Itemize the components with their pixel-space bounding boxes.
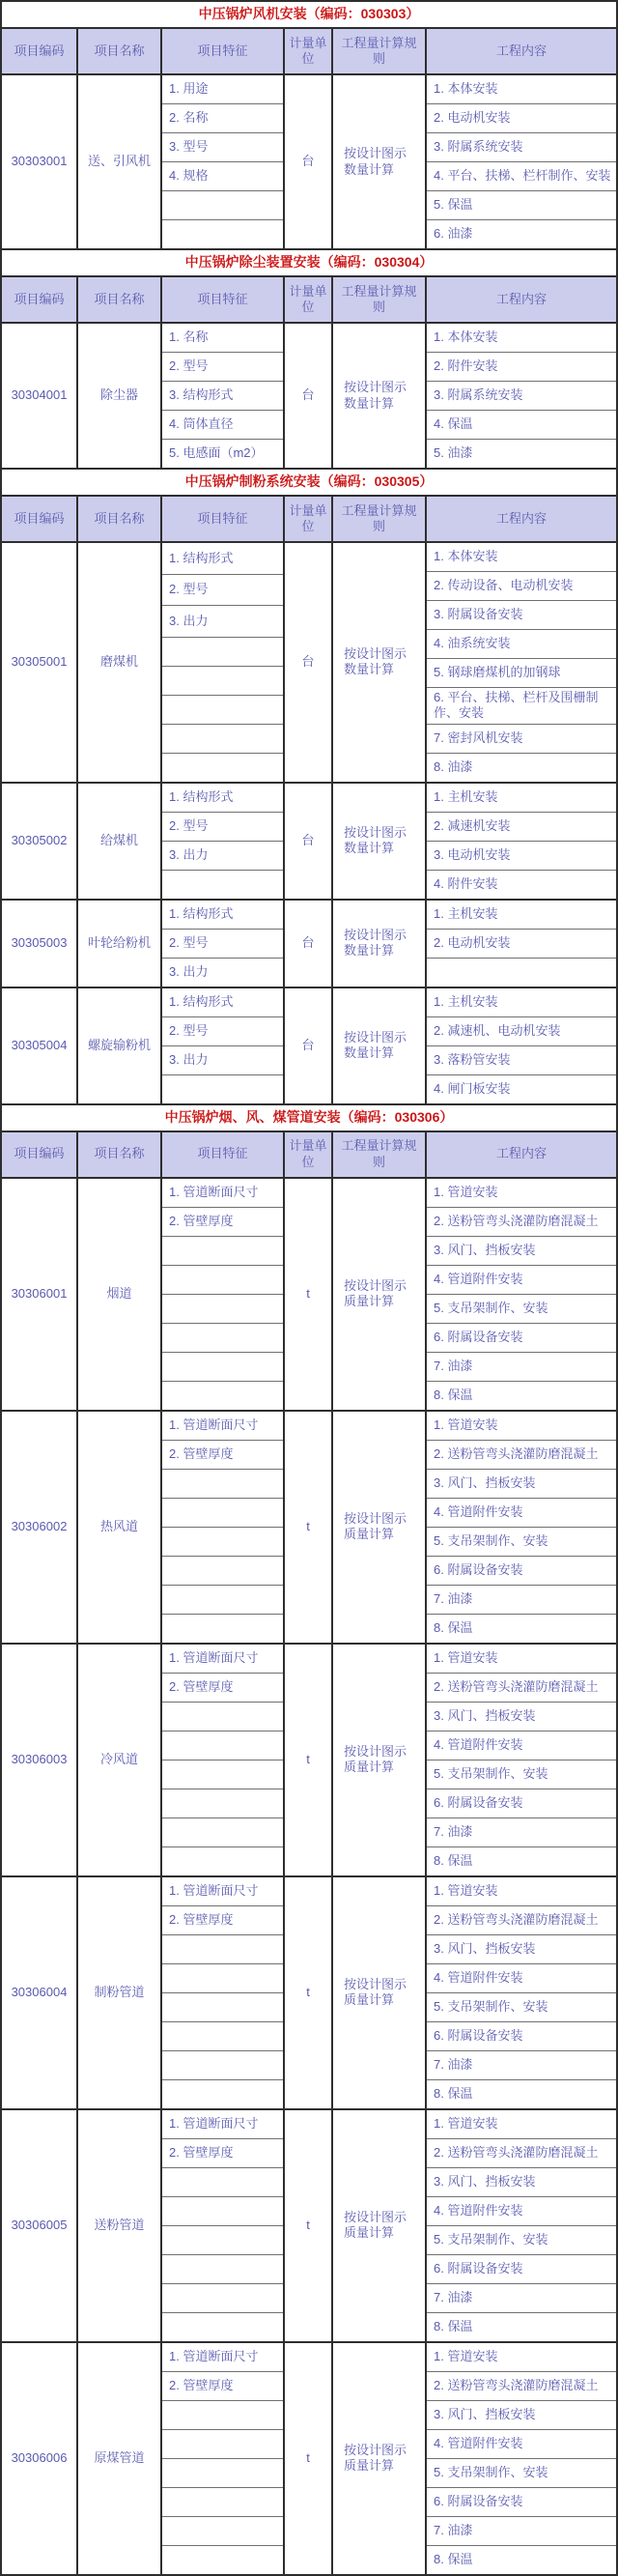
column-header-content: 工程内容	[495, 1146, 547, 1161]
unit-cell: 台	[285, 901, 333, 987]
work-content-cell	[427, 75, 616, 248]
table-row	[2, 324, 616, 470]
project-features-cell	[162, 75, 285, 248]
feature-item: 1. 管道断面尺寸	[162, 1877, 283, 1906]
column-header-rule	[333, 277, 427, 322]
work-content-item: 2. 电动机安装	[427, 930, 616, 959]
column-header-features: 项目特征	[162, 277, 285, 322]
calc-rule-text: 按设计图示数量计算	[344, 1029, 407, 1060]
feature-item	[162, 696, 283, 725]
project-name-cell: 原煤管道	[78, 2343, 162, 2574]
project-features-cell	[162, 784, 285, 899]
column-header-rule	[333, 29, 427, 73]
work-content-item: 5. 支吊架制作、安装	[427, 1528, 616, 1557]
project-name-cell: 烟道	[78, 1179, 162, 1410]
work-content-item: 8. 保温	[434, 1387, 473, 1402]
work-content-cell	[427, 324, 616, 468]
work-content-item: 5. 保温	[427, 191, 616, 220]
work-content-item: 4. 平台、扶梯、栏杆制作、安装	[427, 162, 616, 191]
work-content-item: 8. 保温	[434, 1852, 473, 1868]
work-content-item: 5. 钢球磨煤机的加钢球	[427, 659, 616, 688]
work-content-item: 3. 附属系统安装	[427, 133, 616, 162]
work-content-item: 3. 风门、挡板安装	[427, 1237, 616, 1266]
feature-item: 2. 管壁厚度	[162, 1441, 283, 1470]
work-content-item: 7. 密封风机安装	[427, 725, 616, 754]
feature-item	[162, 2459, 283, 2488]
work-content-item: 3. 落粉管安装	[427, 1046, 616, 1075]
feature-item: 2. 管壁厚度	[162, 2372, 283, 2401]
feature-item	[162, 2401, 283, 2430]
column-header-rule-text: 工程量计算规则	[341, 283, 417, 314]
work-content-item: 4. 保温	[427, 411, 616, 440]
project-features-cell	[162, 543, 285, 782]
work-content-item: 3. 风门、挡板安装	[427, 1935, 616, 1964]
feature-item: 3. 结构形式	[162, 382, 283, 411]
column-header-unit: 计量单位	[285, 29, 333, 73]
project-code-cell: 30306002	[2, 1412, 78, 1643]
calc-rule-cell	[333, 75, 427, 248]
feature-item	[162, 2255, 283, 2284]
work-content-item: 2. 送粉管弯头浇灌防磨混凝土	[427, 1441, 616, 1470]
project-name-cell: 叶轮给粉机	[78, 901, 162, 987]
work-content-item: 5. 支吊架制作、安装	[427, 1760, 616, 1789]
feature-item	[162, 638, 283, 667]
calc-rule-text: 按设计图示质量计算	[344, 1510, 407, 1541]
work-content-item: 7. 油漆	[427, 2284, 616, 2313]
column-header-unit: 计量单位	[285, 277, 333, 322]
calc-rule-text: 按设计图示数量计算	[344, 646, 407, 677]
feature-item	[162, 2226, 283, 2255]
work-content-item: 7. 油漆	[427, 2051, 616, 2080]
work-content-item: 1. 管道安装	[427, 2343, 616, 2372]
feature-item	[162, 725, 283, 754]
work-content-item: 1. 本体安装	[427, 543, 616, 572]
project-code-cell: 30306006	[2, 2343, 78, 2574]
feature-item: 2. 管壁厚度	[162, 2139, 283, 2168]
feature-item: 3. 出力	[169, 963, 209, 979]
work-content-item: 4. 管道附件安装	[427, 2197, 616, 2226]
section-title: 中压锅炉风机安装（编码：030303）	[2, 2, 616, 29]
column-header-features: 项目特征	[162, 497, 285, 541]
work-content-item: 6. 平台、扶梯、栏杆及围栅制作、安装	[427, 688, 616, 725]
work-content-item: 2. 电动机安装	[427, 104, 616, 133]
feature-item: 2. 管壁厚度	[162, 1906, 283, 1935]
feature-item	[162, 1789, 283, 1818]
feature-item: 3. 出力	[162, 606, 283, 638]
work-content-item: 6. 附属设备安装	[427, 2255, 616, 2284]
feature-item: 2. 型号	[162, 353, 283, 382]
project-code-cell: 30306005	[2, 2110, 78, 2341]
feature-item: 3. 型号	[162, 133, 283, 162]
column-header-rule	[333, 1132, 427, 1177]
work-content-item: 6. 附属设备安装	[427, 2022, 616, 2051]
table-header-row	[2, 29, 616, 75]
column-header-unit: 计量单位	[285, 497, 333, 541]
work-content-item: 5. 支吊架制作、安装	[427, 2226, 616, 2255]
project-code-cell: 30306001	[2, 1179, 78, 1410]
feature-item	[162, 1586, 283, 1615]
project-name-cell: 给煤机	[78, 784, 162, 899]
feature-item	[162, 2430, 283, 2459]
feature-item: 2. 型号	[162, 575, 283, 607]
work-content-cell	[427, 1877, 616, 2108]
column-header-features: 项目特征	[162, 1132, 285, 1177]
feature-item	[162, 1557, 283, 1586]
calc-rule-cell	[333, 784, 427, 899]
work-content-item: 2. 送粉管弯头浇灌防磨混凝土	[427, 2139, 616, 2168]
work-content-item: 4. 管道附件安装	[427, 1499, 616, 1528]
feature-item	[162, 2284, 283, 2313]
work-content-item: 7. 油漆	[427, 1353, 616, 1382]
table-row	[2, 75, 616, 250]
unit-cell: 台	[285, 75, 333, 248]
feature-item	[162, 1499, 283, 1528]
work-content-item: 6. 附属设备安装	[427, 1324, 616, 1353]
column-header-rule-text: 工程量计算规则	[341, 502, 417, 533]
feature-item	[162, 2517, 283, 2546]
feature-item: 2. 型号	[162, 930, 283, 959]
feature-item	[162, 2022, 283, 2051]
work-content-item: 3. 电动机安装	[427, 842, 616, 871]
feature-item	[162, 191, 283, 220]
column-header-name: 项目名称	[78, 29, 162, 73]
calc-rule-cell	[333, 901, 427, 987]
calc-rule-text: 按设计图示质量计算	[344, 1976, 407, 2007]
work-content-cell	[427, 1179, 616, 1410]
feature-item: 4. 规格	[162, 162, 283, 191]
feature-item	[162, 2313, 283, 2341]
calc-rule-text: 按设计图示质量计算	[344, 2442, 407, 2473]
table-row	[2, 2343, 616, 2574]
work-content-item: 1. 本体安装	[427, 75, 616, 104]
feature-item: 1. 管道断面尺寸	[162, 1179, 283, 1208]
project-name-cell: 磨煤机	[78, 543, 162, 782]
work-content-item: 8. 保温	[434, 1619, 473, 1635]
feature-item	[162, 2051, 283, 2080]
unit-cell: t	[285, 2110, 333, 2341]
feature-item	[162, 2080, 283, 2108]
calc-rule-cell	[333, 1645, 427, 1875]
table-row	[2, 543, 616, 784]
project-features-cell	[162, 1645, 285, 1875]
project-code-cell: 30306003	[2, 1645, 78, 1875]
calc-rule-cell	[333, 1877, 427, 2108]
feature-item: 4. 筒体直径	[162, 411, 283, 440]
feature-item: 1. 管道断面尺寸	[162, 1412, 283, 1441]
work-content-item: 3. 风门、挡板安装	[427, 1470, 616, 1499]
project-code-cell: 30304001	[2, 324, 78, 468]
work-content-item: 6. 附属设备安装	[427, 1789, 616, 1818]
feature-item	[162, 1324, 283, 1353]
work-content-item: 6. 附属设备安装	[427, 1557, 616, 1586]
feature-item: 5. 电感面（m2）	[169, 445, 264, 461]
feature-item	[162, 2197, 283, 2226]
project-code-cell: 30305001	[2, 543, 78, 782]
feature-item	[162, 2546, 283, 2574]
feature-item	[162, 1266, 283, 1295]
work-content-cell	[427, 1645, 616, 1875]
table-row	[2, 1645, 616, 1877]
calc-rule-cell	[333, 1412, 427, 1643]
feature-item: 2. 型号	[162, 1017, 283, 1046]
work-content-item: 1. 管道安装	[427, 1877, 616, 1906]
calc-rule-cell	[333, 2343, 427, 2574]
unit-cell: 台	[285, 324, 333, 468]
work-content-item: 1. 管道安装	[427, 2110, 616, 2139]
feature-item: 2. 型号	[162, 813, 283, 842]
table-row	[2, 1877, 616, 2110]
feature-item	[162, 2168, 283, 2197]
work-content-cell	[427, 1412, 616, 1643]
work-content-item: 1. 管道安装	[427, 1412, 616, 1441]
column-header-features: 项目特征	[162, 29, 285, 73]
calc-rule-cell	[333, 543, 427, 782]
column-header-name: 项目名称	[78, 497, 162, 541]
work-content-item: 2. 传动设备、电动机安装	[427, 572, 616, 601]
project-name-cell: 送粉管道	[78, 2110, 162, 2341]
work-content-item: 8. 保温	[434, 2551, 473, 2566]
work-content-item: 7. 油漆	[427, 1586, 616, 1615]
table-row	[2, 901, 616, 988]
work-content-item: 8. 保温	[434, 2085, 473, 2101]
work-content-item: 4. 闸门板安装	[434, 1080, 511, 1096]
work-content-item: 5. 支吊架制作、安装	[427, 1993, 616, 2022]
column-header-rule-text: 工程量计算规则	[341, 35, 417, 66]
calc-rule-cell	[333, 988, 427, 1103]
unit-cell: 台	[285, 988, 333, 1103]
work-content-cell	[427, 901, 616, 987]
feature-item: 2. 管壁厚度	[162, 1208, 283, 1237]
feature-item: 3. 出力	[162, 842, 283, 871]
work-content-item: 1. 管道安装	[427, 1179, 616, 1208]
column-header-content: 工程内容	[495, 510, 547, 526]
feature-item	[162, 1732, 283, 1760]
work-content-item: 2. 送粉管弯头浇灌防磨混凝土	[427, 1208, 616, 1237]
work-content-item: 2. 送粉管弯头浇灌防磨混凝土	[427, 1906, 616, 1935]
work-content-item: 1. 管道安装	[427, 1645, 616, 1674]
work-content-item: 1. 主机安装	[427, 784, 616, 813]
unit-cell: t	[285, 2343, 333, 2574]
feature-item: 1. 结构形式	[162, 988, 283, 1017]
work-content-item: 2. 减速机、电动机安装	[427, 1017, 616, 1046]
unit-cell: t	[285, 1877, 333, 2108]
unit-cell: 台	[285, 784, 333, 899]
feature-item	[162, 1528, 283, 1557]
work-content-item: 4. 油系统安装	[427, 630, 616, 659]
feature-item	[162, 2488, 283, 2517]
work-content-item: 7. 油漆	[427, 2517, 616, 2546]
work-content-item: 2. 送粉管弯头浇灌防磨混凝土	[427, 2372, 616, 2401]
column-header-rule	[333, 497, 427, 541]
calc-rule-text: 按设计图示数量计算	[344, 824, 407, 855]
project-features-cell	[162, 324, 285, 468]
feature-item	[162, 1964, 283, 1993]
column-header-name: 项目名称	[78, 1132, 162, 1177]
project-name-cell: 热风道	[78, 1412, 162, 1643]
feature-item: 2. 名称	[162, 104, 283, 133]
feature-item	[162, 1847, 283, 1875]
table-header-row	[2, 1132, 616, 1179]
work-content-item: 8. 保温	[434, 2318, 473, 2333]
feature-item: 1. 管道断面尺寸	[162, 2110, 283, 2139]
work-content-item: 4. 管道附件安装	[427, 1732, 616, 1760]
project-code-cell: 30305004	[2, 988, 78, 1103]
calc-rule-text: 按设计图示质量计算	[344, 1743, 407, 1774]
calc-rule-text: 按设计图示数量计算	[344, 380, 407, 411]
feature-item	[162, 1993, 283, 2022]
project-features-cell	[162, 1877, 285, 2108]
work-content-item: 3. 附属设备安装	[427, 601, 616, 630]
table-row	[2, 1412, 616, 1645]
work-content-item: 3. 附属系统安装	[427, 382, 616, 411]
work-content-item: 1. 主机安装	[427, 988, 616, 1017]
table-header-row	[2, 497, 616, 543]
work-content-item: 7. 油漆	[427, 1818, 616, 1847]
work-content-item	[427, 959, 616, 987]
calc-rule-cell	[333, 2110, 427, 2341]
feature-item	[162, 1615, 283, 1643]
feature-item: 1. 管道断面尺寸	[162, 1645, 283, 1674]
table-row	[2, 784, 616, 901]
project-name-cell: 制粉管道	[78, 1877, 162, 2108]
work-content-cell	[427, 2110, 616, 2341]
calc-rule-text: 按设计图示数量计算	[344, 146, 407, 177]
section-title: 中压锅炉除尘装置安装（编码：030304）	[2, 250, 616, 277]
feature-item	[162, 871, 283, 899]
feature-item	[162, 220, 283, 248]
unit-cell: 台	[285, 543, 333, 782]
feature-item: 1. 结构形式	[162, 901, 283, 930]
work-content-cell	[427, 543, 616, 782]
feature-item: 2. 管壁厚度	[162, 1674, 283, 1703]
feature-item: 1. 用途	[162, 75, 283, 104]
project-features-cell	[162, 1412, 285, 1643]
project-features-cell	[162, 2110, 285, 2341]
project-name-cell: 除尘器	[78, 324, 162, 468]
work-content-cell	[427, 784, 616, 899]
feature-item	[162, 1935, 283, 1964]
project-name-cell: 螺旋输粉机	[78, 988, 162, 1103]
feature-item: 1. 结构形式	[162, 784, 283, 813]
column-header-rule-text: 工程量计算规则	[341, 1138, 417, 1169]
calc-rule-cell	[333, 324, 427, 468]
work-content-item: 5. 支吊架制作、安装	[427, 2459, 616, 2488]
column-header-code: 项目编码	[2, 29, 78, 73]
feature-item	[162, 1237, 283, 1266]
feature-item	[162, 1382, 283, 1410]
work-content-item: 5. 油漆	[434, 445, 473, 461]
work-content-item: 3. 风门、挡板安装	[427, 2168, 616, 2197]
project-features-cell	[162, 1179, 285, 1410]
work-content-item: 3. 风门、挡板安装	[427, 1703, 616, 1732]
work-content-item: 2. 送粉管弯头浇灌防磨混凝土	[427, 1674, 616, 1703]
work-content-item: 6. 油漆	[434, 226, 473, 242]
feature-item	[162, 1818, 283, 1847]
work-content-item: 8. 油漆	[434, 758, 473, 774]
column-header-unit: 计量单位	[285, 1132, 333, 1177]
project-name-cell: 冷风道	[78, 1645, 162, 1875]
work-content-item: 4. 管道附件安装	[427, 1266, 616, 1295]
work-content-item: 1. 主机安装	[427, 901, 616, 930]
calc-rule-text: 按设计图示质量计算	[344, 2209, 407, 2240]
feature-item	[162, 1703, 283, 1732]
work-content-item: 4. 管道附件安装	[427, 1964, 616, 1993]
column-header-code: 项目编码	[2, 1132, 78, 1177]
work-content-cell	[427, 2343, 616, 2574]
column-header-code: 项目编码	[2, 497, 78, 541]
section-title: 中压锅炉制粉系统安装（编码：030305）	[2, 470, 616, 497]
work-content-item: 4. 管道附件安装	[427, 2430, 616, 2459]
calc-rule-text: 按设计图示质量计算	[344, 1277, 407, 1308]
project-code-cell: 30303001	[2, 75, 78, 248]
work-content-item: 2. 附件安装	[427, 353, 616, 382]
feature-item	[162, 754, 283, 782]
feature-item	[162, 667, 283, 696]
column-header-code: 项目编码	[2, 277, 78, 322]
feature-item	[162, 1295, 283, 1324]
calc-rule-cell	[333, 1179, 427, 1410]
work-content-item: 1. 本体安装	[427, 324, 616, 353]
unit-cell: t	[285, 1412, 333, 1643]
work-content-item: 3. 风门、挡板安装	[427, 2401, 616, 2430]
work-content-item: 5. 支吊架制作、安装	[427, 1295, 616, 1324]
unit-cell: t	[285, 1179, 333, 1410]
feature-item: 3. 出力	[162, 1046, 283, 1075]
feature-item	[162, 1353, 283, 1382]
work-content-item: 4. 附件安装	[434, 875, 498, 891]
table-row	[2, 988, 616, 1105]
project-name-cell: 送、引风机	[78, 75, 162, 248]
work-content-item: 6. 附属设备安装	[427, 2488, 616, 2517]
feature-item	[162, 1470, 283, 1499]
column-header-content: 工程内容	[495, 291, 547, 306]
work-content-item: 2. 减速机安装	[427, 813, 616, 842]
unit-cell: t	[285, 1645, 333, 1875]
table-row	[2, 2110, 616, 2343]
column-header-content: 工程内容	[495, 43, 547, 58]
work-content-cell	[427, 988, 616, 1103]
calc-rule-text: 按设计图示数量计算	[344, 927, 407, 958]
table-row	[2, 1179, 616, 1412]
project-code-cell: 30306004	[2, 1877, 78, 2108]
project-code-cell: 30305002	[2, 784, 78, 899]
section-title: 中压锅炉烟、风、煤管道安装（编码：030306）	[2, 1105, 616, 1132]
table-header-row	[2, 277, 616, 324]
project-code-cell: 30305003	[2, 901, 78, 987]
feature-item: 1. 结构形式	[162, 543, 283, 575]
column-header-name: 项目名称	[78, 277, 162, 322]
feature-item	[162, 1075, 283, 1103]
feature-item: 1. 名称	[162, 324, 283, 353]
project-features-cell	[162, 2343, 285, 2574]
project-features-cell	[162, 988, 285, 1103]
project-features-cell	[162, 901, 285, 987]
feature-item	[162, 1760, 283, 1789]
feature-item: 1. 管道断面尺寸	[162, 2343, 283, 2372]
